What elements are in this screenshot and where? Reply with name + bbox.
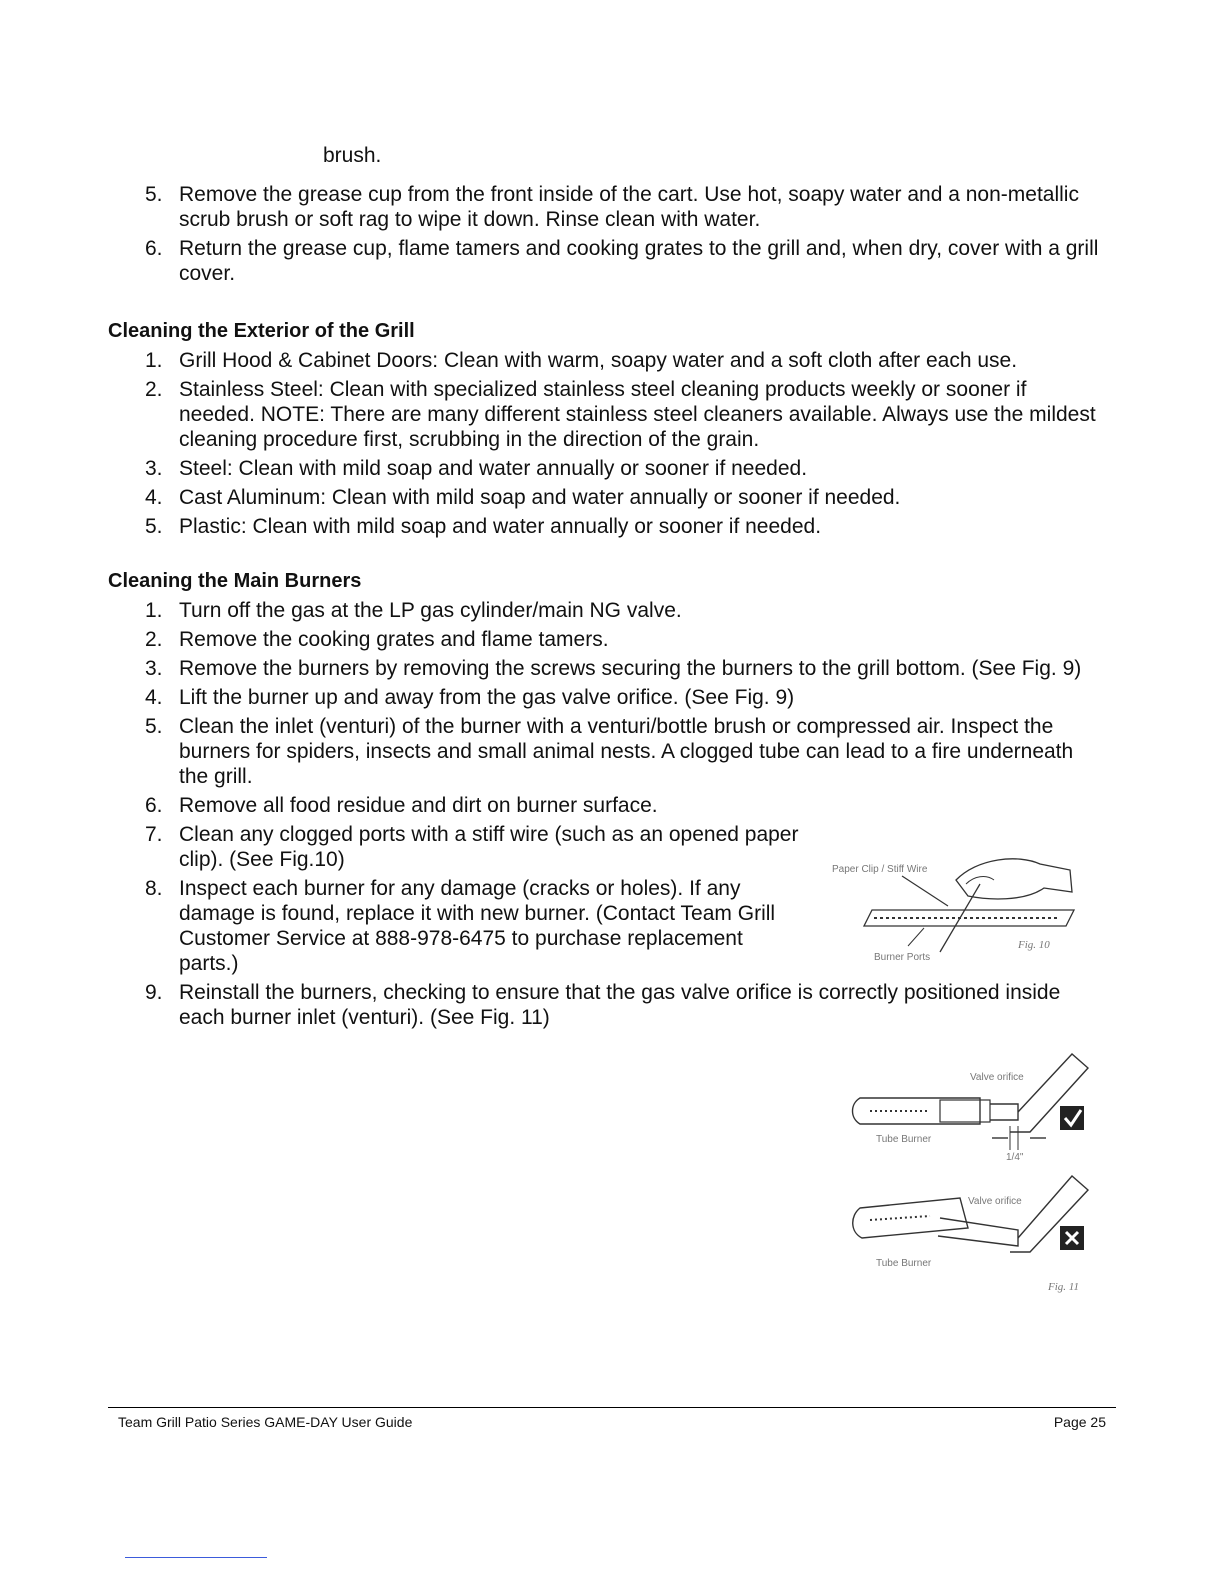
continuation-text: brush. (323, 144, 382, 167)
list-item: 5. Remove the grease cup from the front inside of the cart. Use hot, soapy water and a non-metallic scrub brush or soft rag to wipe it down. Rinse clean with water. (145, 183, 1079, 231)
svg-text:Valve orifice: Valve orifice (970, 1072, 1024, 1083)
burner-orifice-illustration (840, 1040, 1100, 1300)
list-item: 6. Remove all food residue and dirt on burner surface. (145, 794, 658, 817)
grease-cup-steps (108, 182, 1108, 290)
list-item: 3. Steel: Clean with mild soap and water annually or sooner if needed. (145, 457, 808, 480)
footer-title: Team Grill Patio Series GAME-DAY User Guide (118, 1414, 413, 1430)
page-number: Page 25 (1053, 1414, 1106, 1430)
list-item: 8. Inspect each burner for any damage (cracks or holes). If any damage is found, replace it with new burner. (Contact Team Grill Customer Service at 888-978-6475 to purchase replacement parts.) (145, 877, 776, 975)
list-item: 1. Turn off the gas at the LP gas cylinder/main NG valve. (145, 599, 682, 622)
list-item: 6. Return the grease cup, flame tamers and cooking grates to the grill and, when dry, cover with a grill cover. (145, 237, 1099, 285)
burner-port-cleaning-illustration (828, 840, 1088, 970)
list-item: 1. Grill Hood & Cabinet Doors: Clean with warm, soapy water and a soft cloth after each use. (145, 349, 1018, 372)
svg-text:1/4": 1/4" (1006, 1152, 1024, 1163)
exterior-steps (108, 348, 1108, 543)
svg-text:Tube Burner: Tube Burner (876, 1134, 932, 1145)
list-item: 2. Stainless Steel: Clean with specialized stainless steel cleaning products weekly or sooner if needed. NOTE: There are many different stainless steel cleaners available. Always use the mildest cleaning procedure first, scrubbing in the direction of the grain. (145, 378, 1096, 451)
heading-burners: Cleaning the Main Burners (108, 570, 362, 592)
svg-text:Paper Clip / Stiff Wire: Paper Clip / Stiff Wire (832, 864, 928, 875)
figure-11 (840, 1040, 1100, 1300)
bottom-divider (125, 1557, 267, 1558)
list-item: 5. Clean the inlet (venturi) of the burner with a venturi/bottle brush or compressed air. Inspect the burners for spiders, insects and small animal nests. A clogged tube can lead to a fire underneath the grill. (145, 715, 1074, 788)
svg-text:Burner Ports: Burner Ports (874, 952, 931, 963)
list-item: 9. Reinstall the burners, checking to ensure that the gas valve orifice is correctly positioned inside each burner inlet (venturi). (See Fig. 11) (145, 981, 1061, 1029)
list-item: 4. Lift the burner up and away from the gas valve orifice. (See Fig. 9) (145, 686, 795, 709)
svg-text:Fig. 11: Fig. 11 (1048, 1281, 1079, 1293)
footer-divider (108, 1407, 1116, 1408)
svg-text:Fig. 10: Fig. 10 (1018, 939, 1050, 951)
heading-exterior: Cleaning the Exterior of the Grill (108, 320, 415, 342)
list-item: 2. Remove the cooking grates and flame tamers. (145, 628, 609, 651)
svg-text:Tube Burner: Tube Burner (876, 1258, 932, 1269)
list-item: 5. Plastic: Clean with mild soap and water annually or sooner if needed. (145, 515, 822, 538)
check-mark-icon (1060, 1106, 1084, 1130)
figure-10 (828, 840, 1088, 970)
svg-text:Valve orifice: Valve orifice (968, 1196, 1022, 1207)
list-item: 4. Cast Aluminum: Clean with mild soap and water annually or sooner if needed. (145, 486, 901, 509)
list-item: 3. Remove the burners by removing the screws securing the burners to the grill bottom. (See Fig. 9) (145, 657, 1082, 680)
list-item: 7. Clean any clogged ports with a stiff wire (such as an opened paper clip). (See Fig.10) (145, 823, 799, 871)
